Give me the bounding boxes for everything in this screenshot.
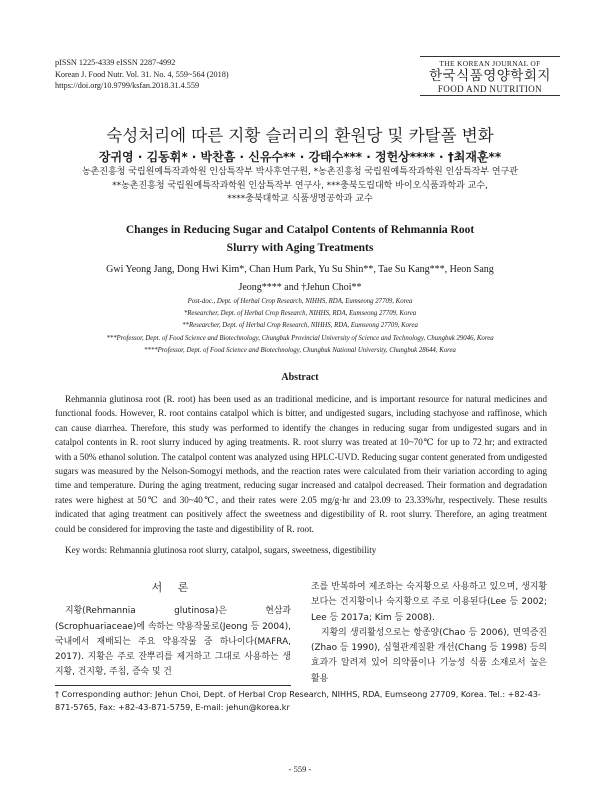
- korean-affiliation-line: 농촌진흥청 국립원예특작과학원 인삼특작부 박사후연구원, *농촌진흥청 국립원예특작과학원 인삼특작부 연구관: [81, 167, 518, 177]
- english-affiliation-line: ***Professor, Dept. of Food Science and Biotechnology, Chungbuk Provincial University of Science and Technology, Chungbuk 29046, Korea: [106, 334, 494, 342]
- korean-affiliation-line: ****충북대학교 식품생명공학과 교수: [227, 194, 373, 204]
- intro-column-left: [55, 580, 291, 681]
- intro-column-right: [311, 580, 547, 687]
- intro-paragraph: 조를 반복하여 제조하는 숙지황으로 사용하고 있으며, 생지황보다는 건지황이나 숙지황으로 주로 이용된다(Lee 등 2002; Lee 등 2017a; Kim 등 2008).: [311, 582, 547, 623]
- journal-header: [55, 57, 229, 92]
- corresponding-author-footnote: † Corresponding author: Jehun Choi, Dept. of Herbal Crop Research, NIHHS, RDA, Eumseong 27709, Korea. Tel.: +82-43-871-5765, Fax: +82-43-871-5759, E-mail: jehun@korea.kr: [55, 689, 541, 712]
- english-affiliation-line: ****Professor, Dept. of Food Science and Biotechnology, Chungbuk National University, Chungbuk 28644, Korea: [144, 346, 456, 354]
- english-affiliation-line: **Researcher, Dept. of Herbal Crop Research, NIHHS, RDA, Eumseong 27709, Korea: [182, 322, 418, 330]
- journal-logo-korean: 한국식품영양학회지: [429, 68, 551, 83]
- english-affiliation-line: *Researcher, Dept. of Herbal Crop Research, NIHHS, RDA, Eumseong 27709, Korea: [183, 310, 417, 318]
- citation-line: Korean J. Food Nutr. Vol. 31. No. 4, 559~564 (2018): [55, 69, 229, 79]
- page-number: - 559 -: [288, 764, 312, 774]
- korean-affiliations: [40, 166, 560, 207]
- journal-logo-bottom: FOOD AND NUTRITION: [420, 84, 560, 96]
- intro-paragraph: 지황의 생리활성으로는 항종양(Chao 등 2006), 면역증진(Zhao 등 1990), 심혈관계질환 개선(Chang 등 1998) 등의 효과가 알려져 있어 의약품이나 기능성 식품 소재로서 높은 활용: [311, 627, 547, 684]
- korean-authors: 장귀영 · 김동휘* · 박찬흠 · 신유수** · 강태수*** · 정헌상**** · †최재훈**: [98, 150, 502, 164]
- issn-line: pISSN 1225-4339 eISSN 2287-4992: [55, 58, 176, 67]
- journal-logo-top: THE KOREAN JOURNAL OF: [420, 56, 560, 68]
- english-title: Changes in Reducing Sugar and Catalpol Contents of Rehmannia Root Slurry with Aging Treatments: [125, 224, 475, 254]
- intro-paragraph: 지황(Rehmannia glutinosa)은 현삼과(Scrophuariaceae)에 속하는 약용작물로(Jeong 등 2004), 국내에서 재배되는 주요 약용작물 중 하나이다(MAFRA, 2017). 지황은 주로 잔뿌리를 제거하고 그대로 사용하는 생지황, 건지황, 주침, 증숙 및 건: [55, 606, 291, 678]
- english-affiliation-line: Post-doc., Dept. of Herbal Crop Research, NIHHS, RDA, Eumseong 27709, Korea: [187, 298, 413, 305]
- abstract-heading: Abstract: [281, 372, 319, 383]
- korean-affiliation-line: **농촌진흥청 국립원예특작과학원 인삼특작부 연구사, ***충북도립대학 바이오식품과학과 교수,: [112, 180, 488, 191]
- abstract-body: Rehmannia glutinosa root (R. root) has been used as an traditional medicine, and is important resource for natural medicines and functional foods. However, R. root contains catalpol which is bitter, and undigested sugars, including stachyose and raffinose, which can cause diarrhea. Therefore, this study was performed to identify the changes in reducing sugar from undigested sugars and in catalpol contents in R. root slurry induced by aging treatments. R. root slurry was treated at 10~70℃ for up to 72 hr; and extracted with a 50% ethanol solution. The catalpol content was analyzed using HPLC-UVD. Reducing sugar content generated from undigested sugars was measured by the Nelson-Somogyi methods, and the reaction rates were calculated from their variation according to aging time and temperature. During the aging treatment, reducing sugar increased and catalpol decreased. Their formation and degradation rates were highest at 50℃ and 30~40℃, and their rates were 2.05 mg/g·hr and 23.09 to 23.33%/hr, respectively. These results indicated that aging treatment can positively affect the sweetness and digestibility of R. root slurry. Therefore, an aging treatment could be considered for improving the taste and digestibility of R. root.: [55, 394, 547, 534]
- keywords: Key words: Rehmannia glutinosa root slurry, catalpol, sugars, sweetness, digestibility: [65, 545, 377, 555]
- footnote-divider: [55, 685, 291, 686]
- english-affiliations: [40, 296, 560, 357]
- doi-link[interactable]: https://doi.org/10.9799/ksfan.2018.31.4.559: [55, 81, 200, 90]
- journal-logo: [420, 56, 560, 96]
- english-authors: Gwi Yeong Jang, Dong Hwi Kim*, Chan Hum Park, Yu Su Shin**, Tae Su Kang***, Heon Sang Jeong**** and †Jehun Choi**: [106, 264, 494, 293]
- korean-title: 숙성처리에 따른 지황 슬러리의 환원당 및 카탈폴 변화: [106, 126, 494, 145]
- intro-heading: 서 론: [151, 581, 195, 594]
